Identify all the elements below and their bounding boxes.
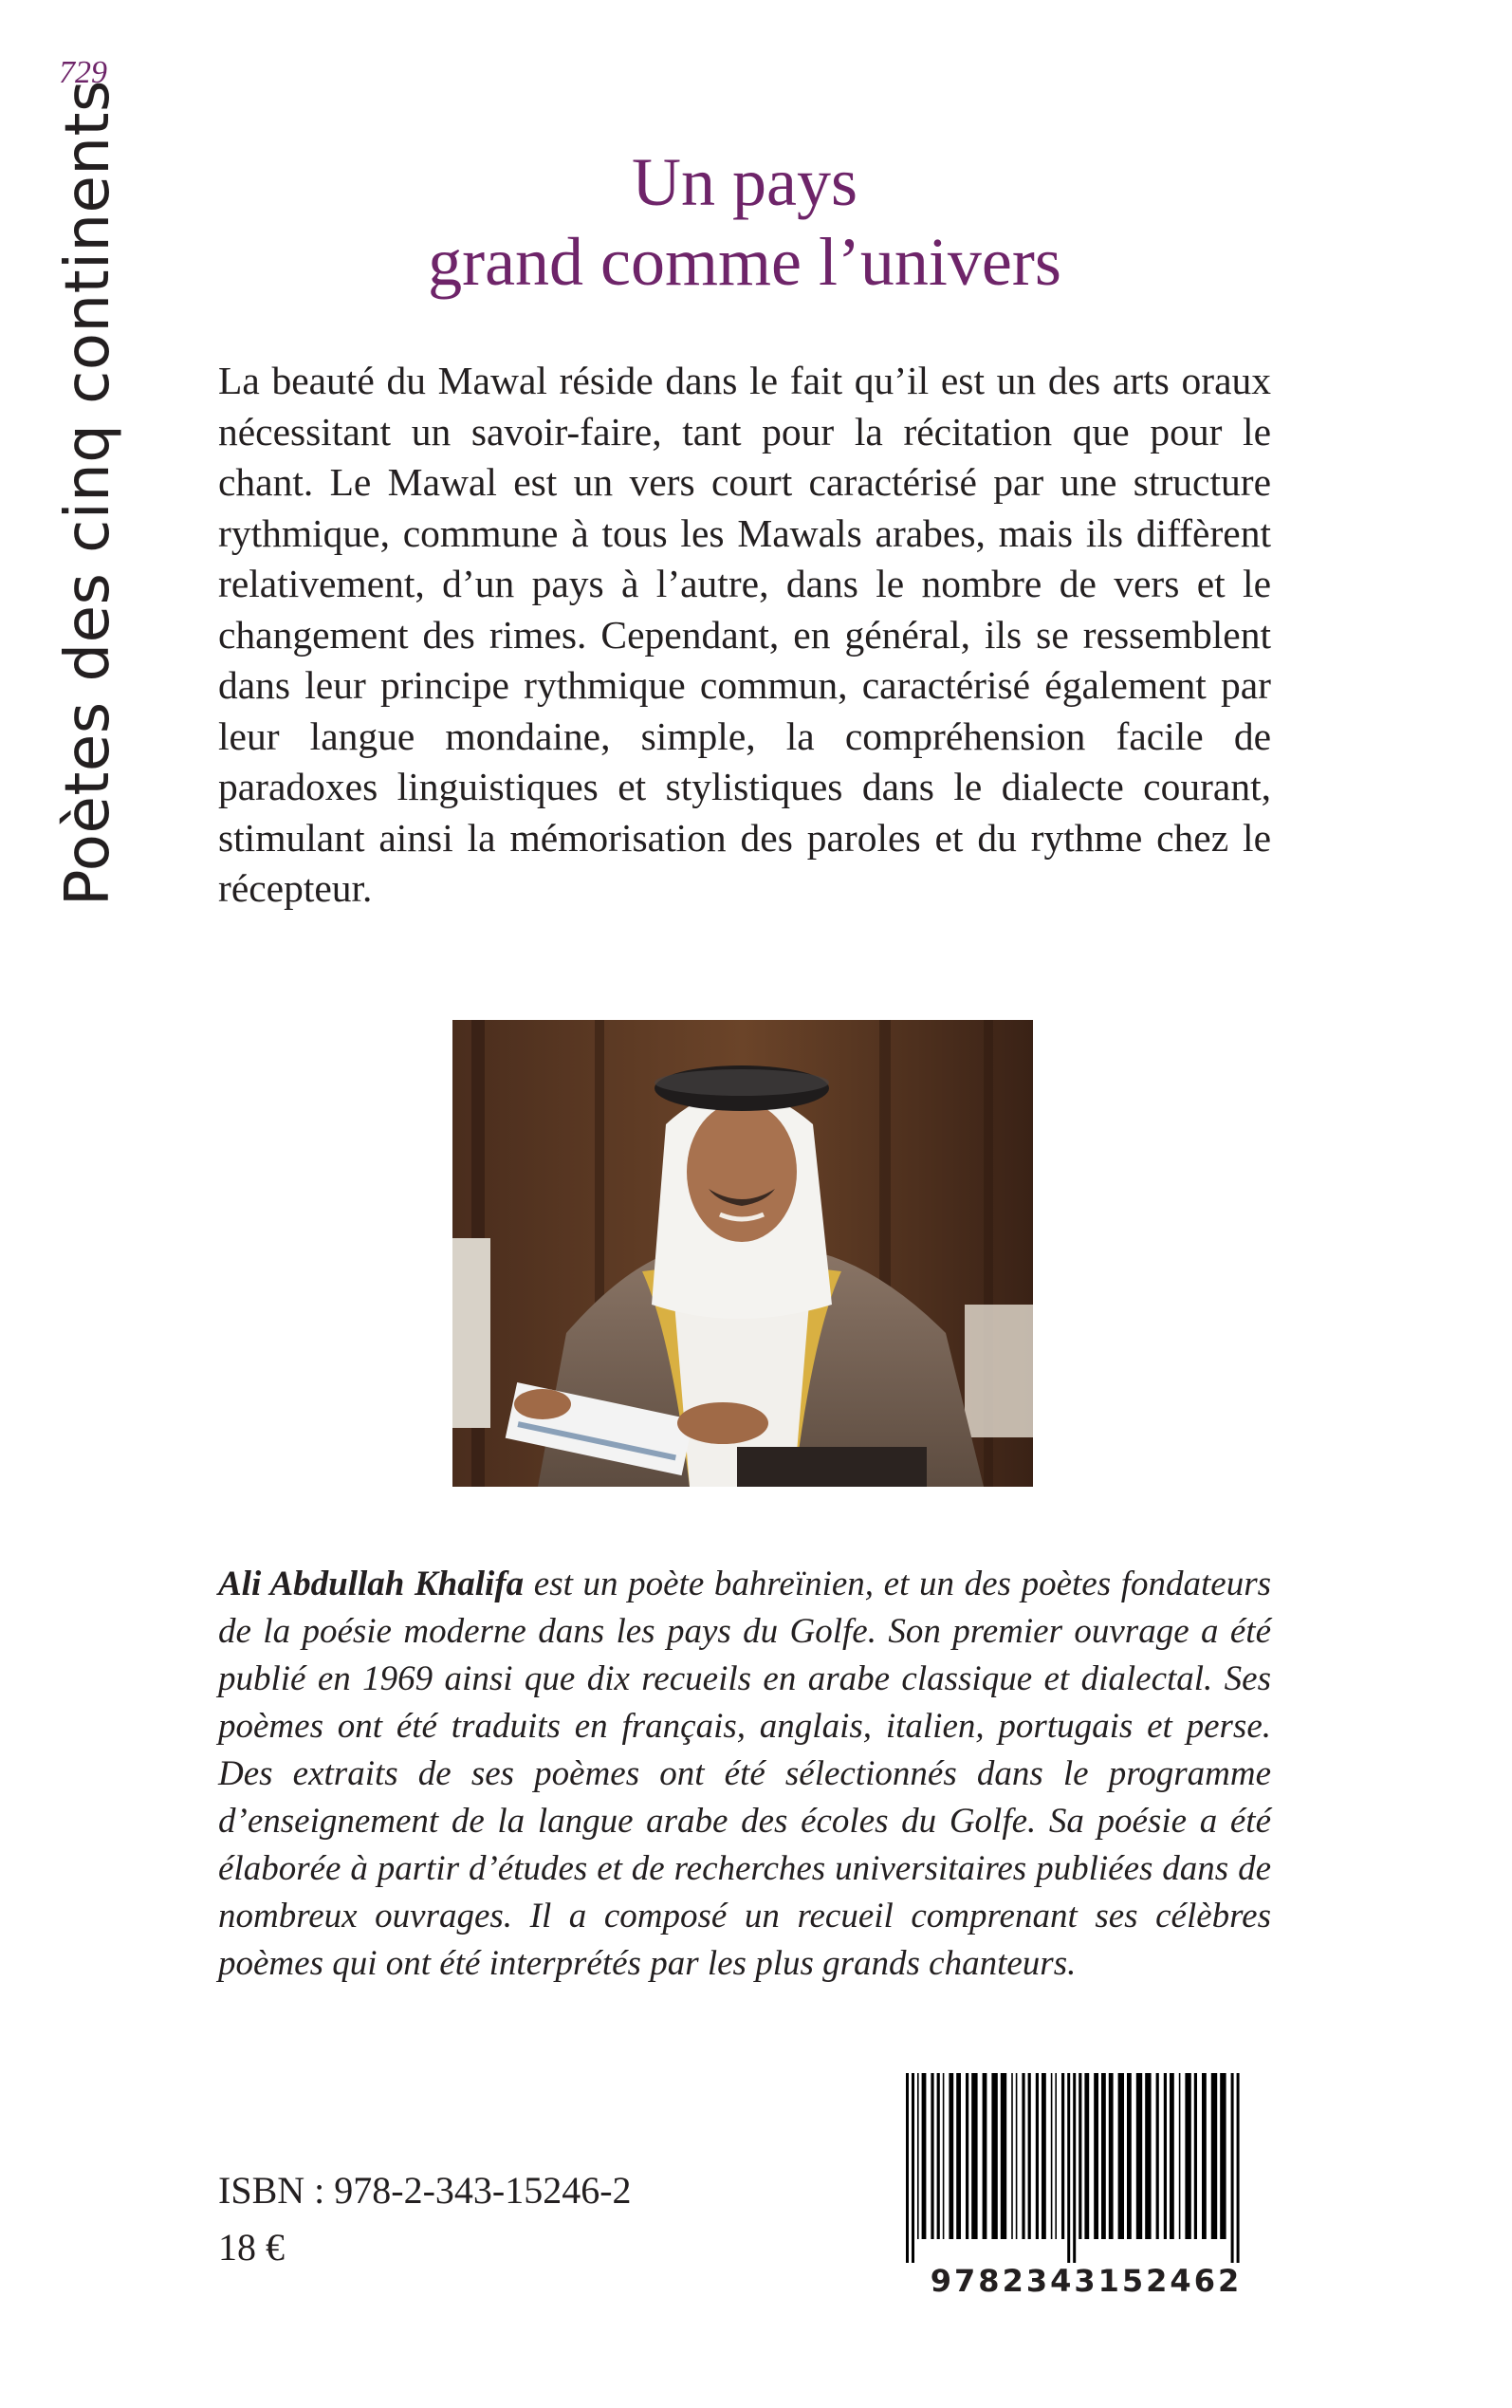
author-bio-text: est un poète bahreïnien, et un des poètes fondateurs de la poésie moderne dans les pays du Golfe. Son premier ouvrage a été publié en 1969 ainsi que dix recueils en arabe classique et dialectal. Ses poèmes ont été traduits en français, anglais, italien, portugais et perse. Des extraits de ses poèmes ont été sélectionnés dans le programme d’enseignement de la langue arabe des écoles du Golfe. Sa poésie a été élaborée à partir d’études et de recherches universitaires publiées dans de nombreux ouvrages. Il a composé un recueil comprenant ses célèbres poèmes qui ont été interprétés par les plus grands chanteurs. [218,1565,1272,1983]
author-photo [452,1020,1033,1487]
title-line-2: grand comme l’univers [428,224,1061,300]
author-bio [218,1561,1271,1988]
author-name: Ali Abdullah Khalifa [218,1565,525,1603]
title-line-1: Un pays [632,144,857,220]
price: 18 € [218,2226,285,2269]
isbn: ISBN : 978-2-343-15246-2 [218,2169,632,2212]
barcode-digits: 9782343152462 [930,2263,1243,2299]
barcode-bars [896,2073,1276,2263]
book-description: La beauté du Mawal réside dans le fait qu’il est un des arts oraux nécessitant un savoir-faire, tant pour la récitation que pour le chant. Le Mawal est un vers court caractérisé par une structure rythmique, commune à tous les Mawals arabes, mais ils diffèrent relativement, d’un pays à l’autre, dans le nombre de vers et le changement des rimes. Cependant, en général, ils se ressemblent dans leur principe rythmique commun, caractérisé également par leur langue mondaine, simple, la compréhension facile de paradoxes linguistiques et stylistiques dans le dialecte courant, stimulant ainsi la mémorisation des paroles et du rythme chez le récepteur. [218,359,1271,910]
book-title [218,142,1271,302]
series-number: 729 [59,55,107,90]
barcode [896,2073,1276,2299]
series-name: Poètes des cinq continents [53,80,123,906]
